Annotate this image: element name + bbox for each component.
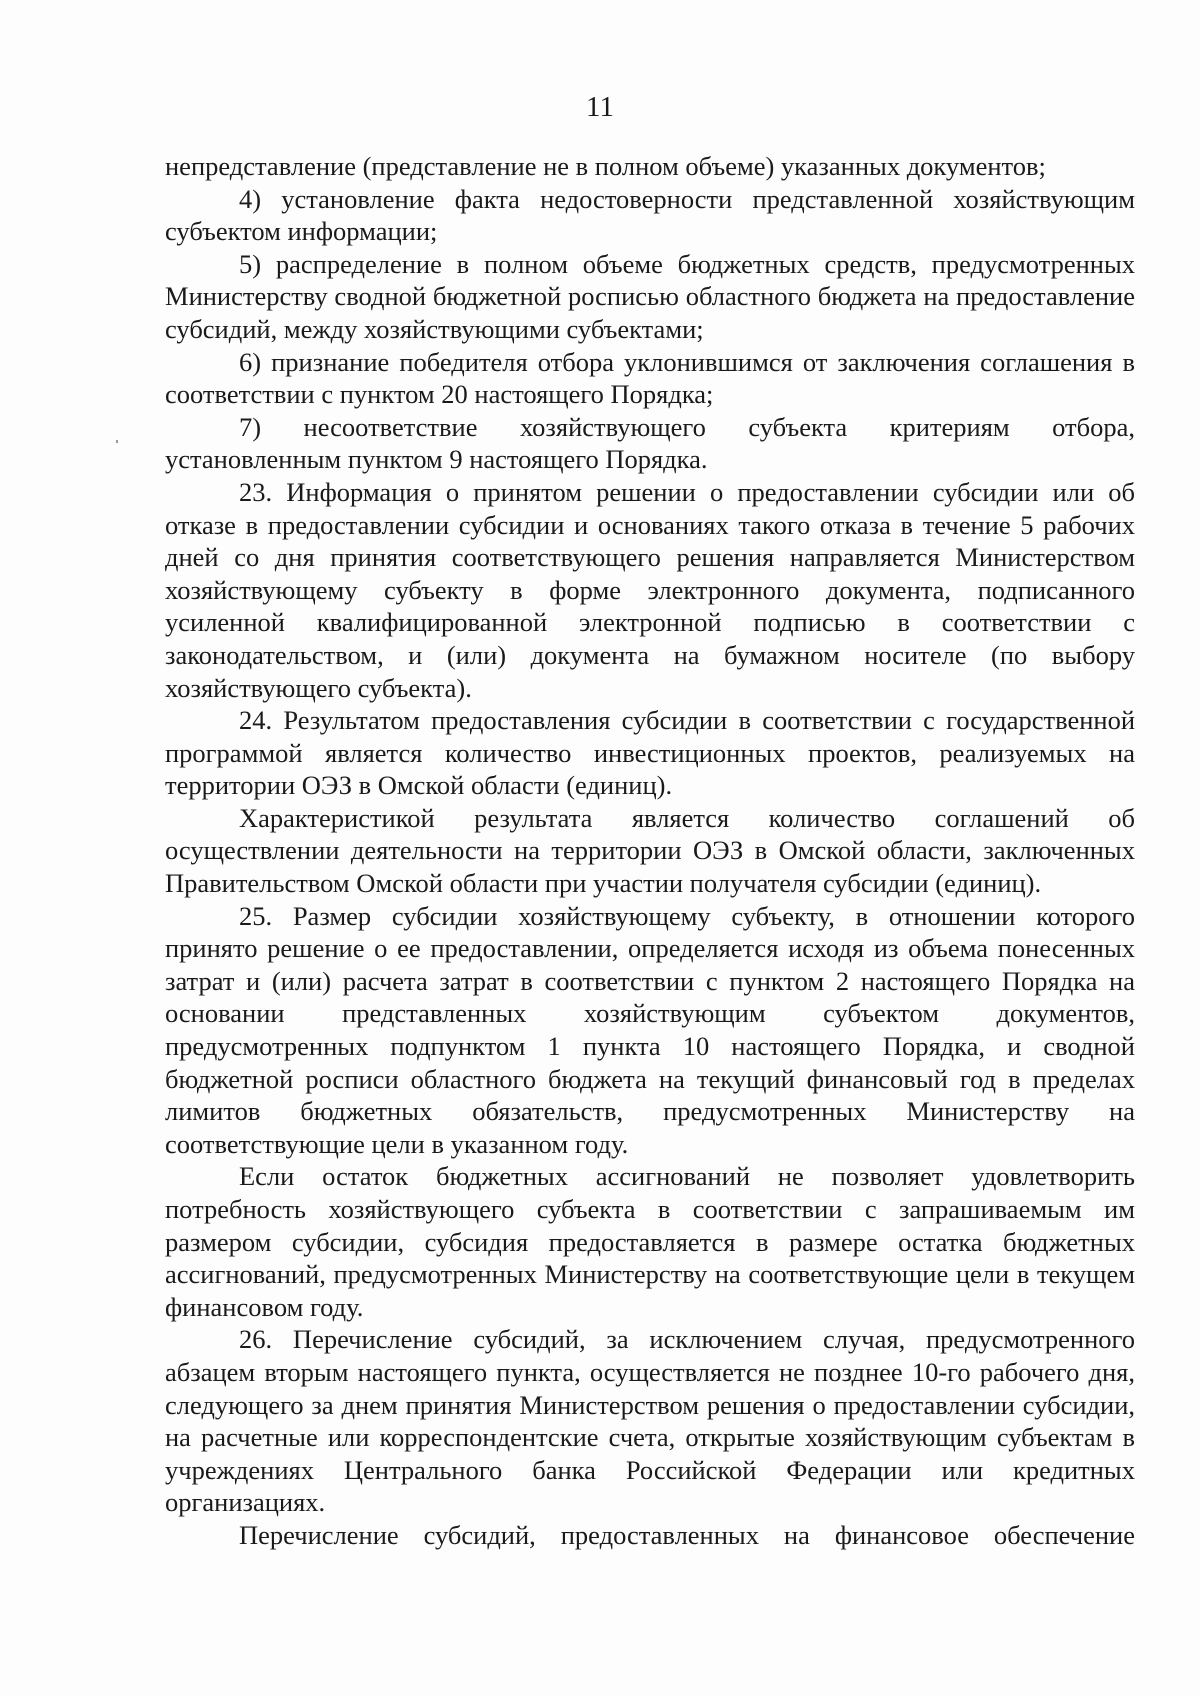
paragraph-item-6: 6) признание победителя отбора уклонившимся от заключения соглашения в соответствии с пунктом 20 настоящего Порядка;	[165, 346, 1135, 410]
paragraph-budget-remainder: Если остаток бюджетных ассигнований не позволяет удовлетворить потребность хозяйствующего субъекта в соответствии с запрашиваемым им размером субсидии, субсидия предоставляется в размере остатка бюджетных ассигнований, предусмотренных Министерству на соответствующие цели в текущем финансовом году.	[165, 1161, 1135, 1322]
paragraph-result-characteristic: Характеристикой результата является количество соглашений об осуществлении деятельности на территории ОЭЗ в Омской области, заключенных Правительством Омской области при участии получателя субсидии (единиц).	[165, 802, 1135, 899]
page-number: 11	[586, 91, 614, 123]
paragraph-item-4: 4) установление факта недостоверности представленной хозяйствующим субъектом информации;	[165, 183, 1135, 247]
paragraph-clause-25: 25. Размер субсидии хозяйствующему субъекту, в отношении которого принято решение о ее предоставлении, определяется исходя из объема понесенных затрат и (или) расчета затрат в соответствии с пунктом 2 настоящего Порядка на основании представленных хозяйствующим субъектом документов, предусмотренных подпунктом 1 пункта 10 настоящего Порядка, и сводной бюджетной росписи областного бюджета на текущий финансовый год в пределах лимитов бюджетных обязательств, предусмотренных Министерству на соответствующие цели в указанном году.	[165, 900, 1135, 1159]
document-body	[165, 150, 1135, 1552]
scan-artifact	[116, 440, 118, 443]
paragraph-item-5: 5) распределение в полном объеме бюджетных средств, предусмотренных Министерству сводной бюджетной росписью областного бюджета на предоставление субсидий, между хозяйствующими субъектами;	[165, 248, 1135, 344]
paragraph-clause-24: 24. Результатом предоставления субсидии в соответствии с государственной программой является количество инвестиционных проектов, реализуемых на территории ОЭЗ в Омской области (единиц).	[165, 705, 1135, 801]
paragraph-clause-26: 26. Перечисление субсидий, за исключением случая, предусмотренного абзацем вторым настоящего пункта, осуществляется не позднее 10-го рабочего дня, следующего за днем принятия Министерством решения о предоставлении субсидии, на расчетные или корреспондентские счета, открытые хозяйствующим субъектам в учреждениях Центрального банка Российской Федерации или кредитных организациях.	[165, 1324, 1135, 1518]
paragraph-clause-23: 23. Информация о принятом решении о предоставлении субсидии или об отказе в предоставлении субсидии и основаниях такого отказа в течение 5 рабочих дней со дня принятия соответствующего решения направляется Министерством хозяйствующему субъекту в форме электронного документа, подписанного усиленной квалифицированной электронной подписью в соответствии с законодательством, и (или) документа на бумажном носителе (по выбору хозяйствующего субъекта).	[165, 476, 1135, 703]
paragraph-item-7: 7) несоответствие хозяйствующего субъекта критериям отбора, установленным пунктом 9 настоящего Порядка.	[165, 411, 1135, 475]
paragraph-transfer-continued: Перечисление субсидий, предоставленных на финансовое обеспечение	[239, 1519, 1135, 1550]
paragraph-continuation: непредставление (представление не в полном объеме) указанных документов;	[165, 151, 1046, 181]
